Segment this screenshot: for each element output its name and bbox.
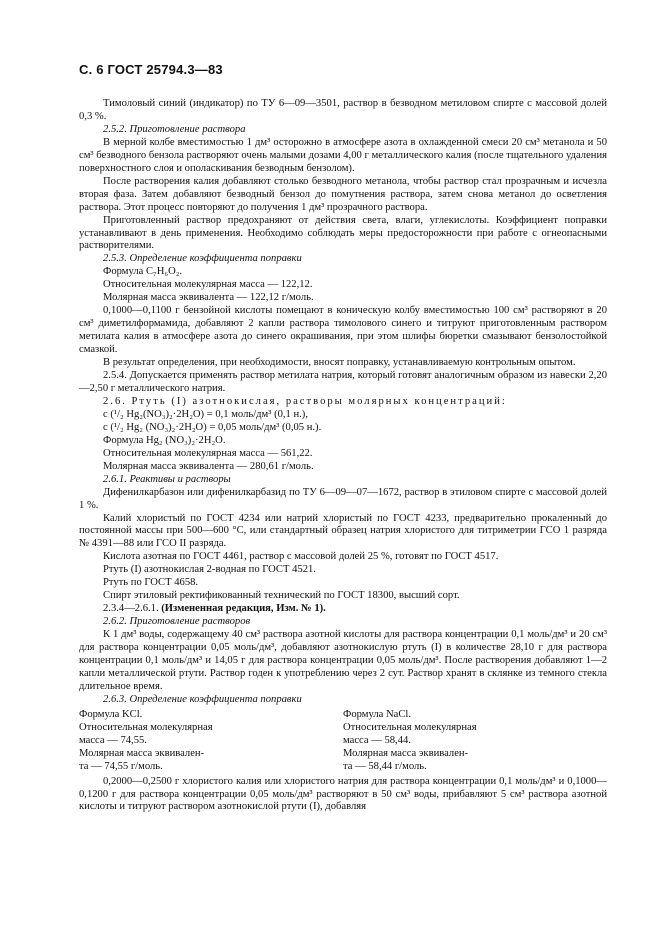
column-line: Относительная молекулярная [79,721,213,733]
section-heading: 2.6.2. Приготовление растворов [103,616,251,628]
formula-line: c (¹/₂ Hg₂ (NO₃)₂·2H₂O) = 0,05 моль/дм³ (0,05 н.). [103,421,322,433]
paragraph: Кислота азотная по ГОСТ 4461, раствор с массовой долей 25 %, готовят по ГОСТ 4517. [103,551,499,563]
section-heading: 2.5.2. Приготовление раствора [103,123,246,135]
paragraph: Молярная масса эквивалента — 122,12 г/моль. [103,292,314,304]
section-heading-spaced: 2.6. Ртуть (I) азотнокислая, растворы молярных концентраций: [103,395,507,407]
paragraph: Калий хлористый по ГОСТ 4234 или натрий хлористый по ГОСТ 4233, предварительно прокаленный до постоянной массы при 500—600 °С, или стандартный образец натрия хлористого для титриметрии ГСО 1 разряда № 4391—88 или ГСО II разряда. [79,512,607,550]
amendment-bold: (Измененная редакция, Изм. № 1). [161,603,326,615]
paragraph: 0,2000—0,2500 г хлористого калия или хлористого натрия для раствора концентрации 0,1 моль/дм³ и 0,1000—0,1200 г для раствора концентрации 0,05 моль/дм³ растворяют в 50 см³ воды, прибавляют 5 см³ раствора азотной кислоты и титруют раствором азотнокислой ртути (I), добавляя [79,775,607,813]
paragraph: Формула Hg₂ (NO₃)₂·2H₂O. [103,434,226,446]
right-column [343,709,607,774]
page-header: С. 6 ГОСТ 25794.3—83 [79,62,223,77]
column-line: Молярная масса эквивален- [79,747,205,759]
column-line: та — 58,44 г/моль. [343,760,427,772]
amendment-note: 2.3.4—2.6.1. (Измененная редакция, Изм. № 1). [103,603,326,615]
formula-line: c (¹/₂ Hg₂(NO₃)₂·2H₂O) = 0,1 моль/дм³ (0,1 н.), [103,408,308,420]
paragraph: Ртуть (I) азотнокислая 2-водная по ГОСТ 4521. [103,564,316,576]
paragraph: Относительная молекулярная масса — 122,12. [103,279,313,291]
column-line: масса — 58,44. [343,734,411,746]
paragraph: Молярная масса эквивалента — 280,61 г/моль. [103,460,314,472]
two-column-block [79,709,607,774]
paragraph: Ртуть по ГОСТ 4658. [103,577,199,589]
column-line: та — 74,55 г/моль. [79,760,163,772]
paragraph: 2.5.4. Допускается применять раствор метилата натрия, который готовят аналогичным образом из навески 2,20—2,50 г металлического натрия. [79,370,607,394]
section-heading: 2.6.3. Определение коэффициента поправки [103,693,302,705]
column-line: Формула NaCl. [343,708,411,720]
column-line: Относительная молекулярная [343,721,477,733]
section-heading: 2.5.3. Определение коэффициента поправки [103,253,302,265]
left-column [79,709,343,774]
document-body [79,98,607,814]
column-line: Формула KCl. [79,708,143,720]
paragraph: Спирт этиловый ректификованный технический по ГОСТ 18300, высший сорт. [103,590,460,602]
paragraph: В результат определения, при необходимости, вносят поправку, устанавливаемую контрольным опытом. [103,357,576,369]
paragraph: В мерной колбе вместимостью 1 дм³ осторожно в атмосфере азота в охлажденной смеси 20 см³ метанола и 50 см³ безводного бензола растворяют очень малыми дозами 4,00 г металлического калия (после тщательного удаления поверхностного слоя и ополаскивания безводным бензолом). [79,136,607,174]
column-line: Молярная масса эквивален- [343,747,469,759]
paragraph: Приготовленный раствор предохраняют от действия света, влаги, углекислоты. Коэффициент поправки устанавливают в день применения. Необходимо соблюдать меры предосторожности при работе с огнеопасными растворителями. [79,214,607,252]
paragraph: К 1 дм³ воды, содержащему 40 см³ раствора азотной кислоты для раствора концентрации 0,1 моль/дм³ и 20 см³ для раствора концентрации 0,05 моль/дм³, добавляют азотнокислую ртуть (I) в количестве 28,10 г для раствора концентрации 0,1 моль/дм³ и 14,05 г для раствора концентрации 0,05 моль/дм³. После растворения добавляют 1—2 капли металлической ртути. Раствор годен к употреблению через 2 сут. Раствор хранят в склянке из темного стекла длительное время. [79,629,607,692]
paragraph: Дифенилкарбазон или дифенилкарбазид по ТУ 6—09—07—1672, раствор в этиловом спирте с массовой долей 1 %. [79,486,607,511]
column-line: масса — 74,55. [79,734,147,746]
section-heading: 2.6.1. Реактивы и растворы [103,473,231,485]
paragraph: После растворения калия добавляют столько безводного метанола, чтобы раствор стал прозрачным и исчезла вторая фаза. Затем добавляют безводный бензол до помутнения раствора, затем снова метанол до осветления раствора. Этот процесс повторяют до получения 1 дм³ прозрачного раствора. [79,175,607,213]
paragraph: 0,1000—0,1100 г бензойной кислоты помещают в коническую колбу вместимостью 100 см³ растворяют в 20 см³ диметилформамида, добавляют 2 капли раствора тимолового синего и титруют приготовленным раствором метилата калия в атмосфере азота до синего окрашивания, при этом шлифы бюретки смазывают бензолостойкой смазкой. [79,305,607,356]
paragraph: Формула C₇H₆O₂. [103,266,183,278]
paragraph: Тимоловый синий (индикатор) по ТУ 6—09—3501, раствор в безводном метиловом спирте с массовой долей 0,3 %. [79,98,607,122]
paragraph: Относительная молекулярная масса — 561,22. [103,447,313,459]
